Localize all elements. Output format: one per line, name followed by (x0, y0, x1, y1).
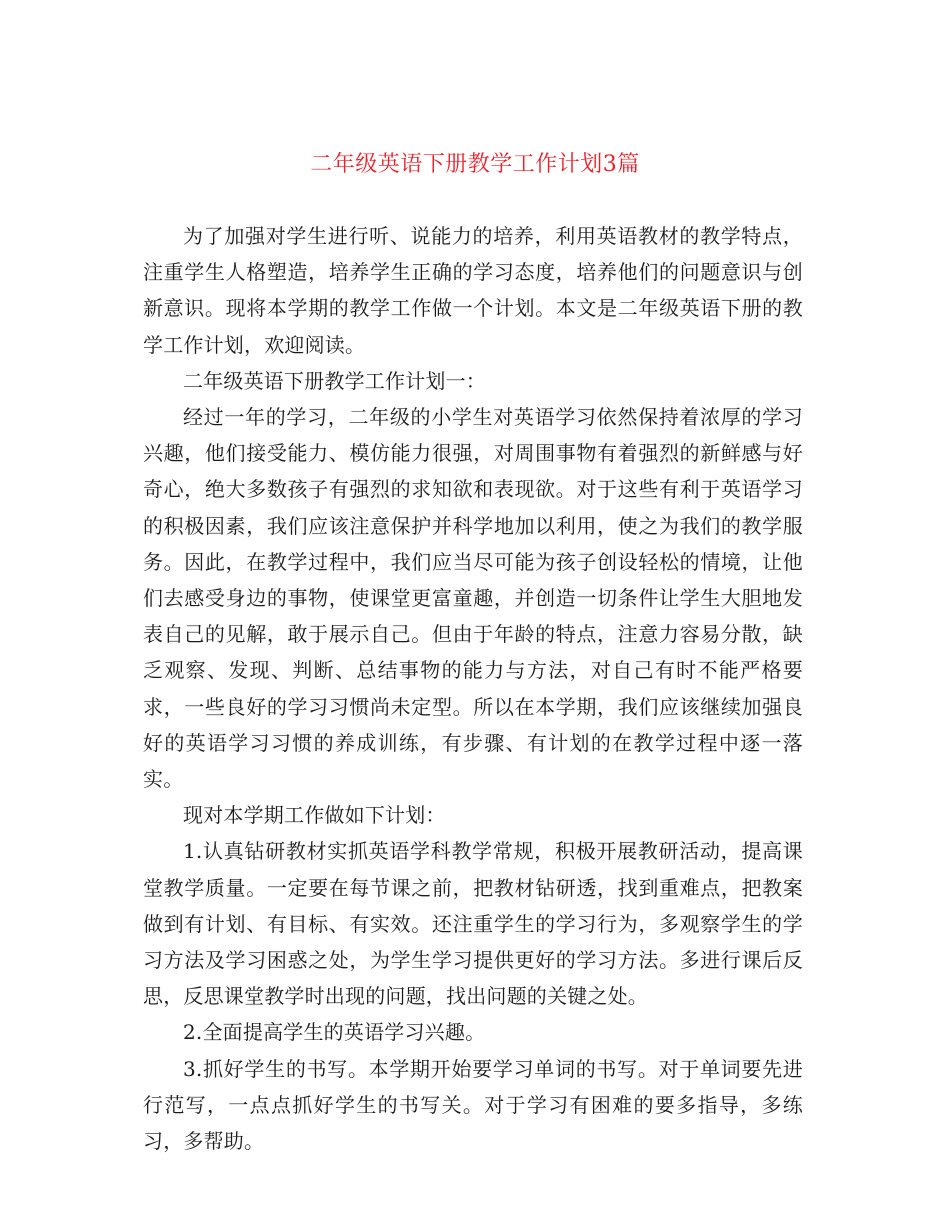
paragraph-student-analysis: 经过一年的学习，二年级的小学生对英语学习依然保持着浓厚的学习兴趣，他们接受能力、模仿能力很强，对周围事物有着强烈的新鲜感与好奇心，绝大多数孩子有强烈的求知欲和表现欲。对于这些有利于英语学习的积极因素，我们应该注意保护并科学地加以利用，使之为我们的教学服务。因此，在教学过程中，我们应当尽可能为孩子创设轻松的情境，让他们去感受身边的事物，使课堂更富童趣，并创造一切条件让学生大胆地发表自己的见解，敢于展示自己。但由于年龄的特点，注意力容易分散，缺乏观察、发现、判断、总结事物的能力与方法，对自己有时不能严格要求，一些良好的学习习惯尚未定型。所以在本学期，我们应该继续加强良好的英语学习习惯的养成训练，有步骤、有计划的在教学过程中逐一落实。 (143, 405, 803, 792)
paragraph-item-1: 1.认真钻研教材实抓英语学科教学常规，积极开展教研活动，提高课堂教学质量。一定要在每节课之前，把教材钻研透，找到重难点，把教案做到有计划、有目标、有实效。还注重学生的学习行为，多观察学生的学习方法及学习困惑之处，为学生学习提供更好的学习方法。多进行课后反思，反思课堂教学时出现的问题，找出问题的关键之处。 (143, 839, 803, 1009)
document-body (143, 218, 803, 1159)
paragraph-item-2: 2.全面提高学生的英语学习兴趣。 (183, 1020, 486, 1045)
paragraph-plan-intro: 现对本学期工作做如下计划： (183, 803, 446, 828)
document-title: 二年级英语下册教学工作计划3篇 (310, 151, 640, 177)
paragraph-plan-one-heading: 二年级英语下册教学工作计划一： (183, 368, 486, 393)
paragraph-item-3: 3.抓好学生的书写。本学期开始要学习单词的书写。对于单词要先进行范写，一点点抓好学生的书写关。对于学习有困难的要多指导，多练习，多帮助。 (143, 1056, 803, 1154)
paragraph-intro: 为了加强对学生进行听、说能力的培养，利用英语教材的教学特点，注重学生人格塑造，培养学生正确的学习态度，培养他们的问题意识与创新意识。现将本学期的教学工作做一个计划。本文是二年级英语下册的教学工作计划，欢迎阅读。 (143, 224, 803, 357)
